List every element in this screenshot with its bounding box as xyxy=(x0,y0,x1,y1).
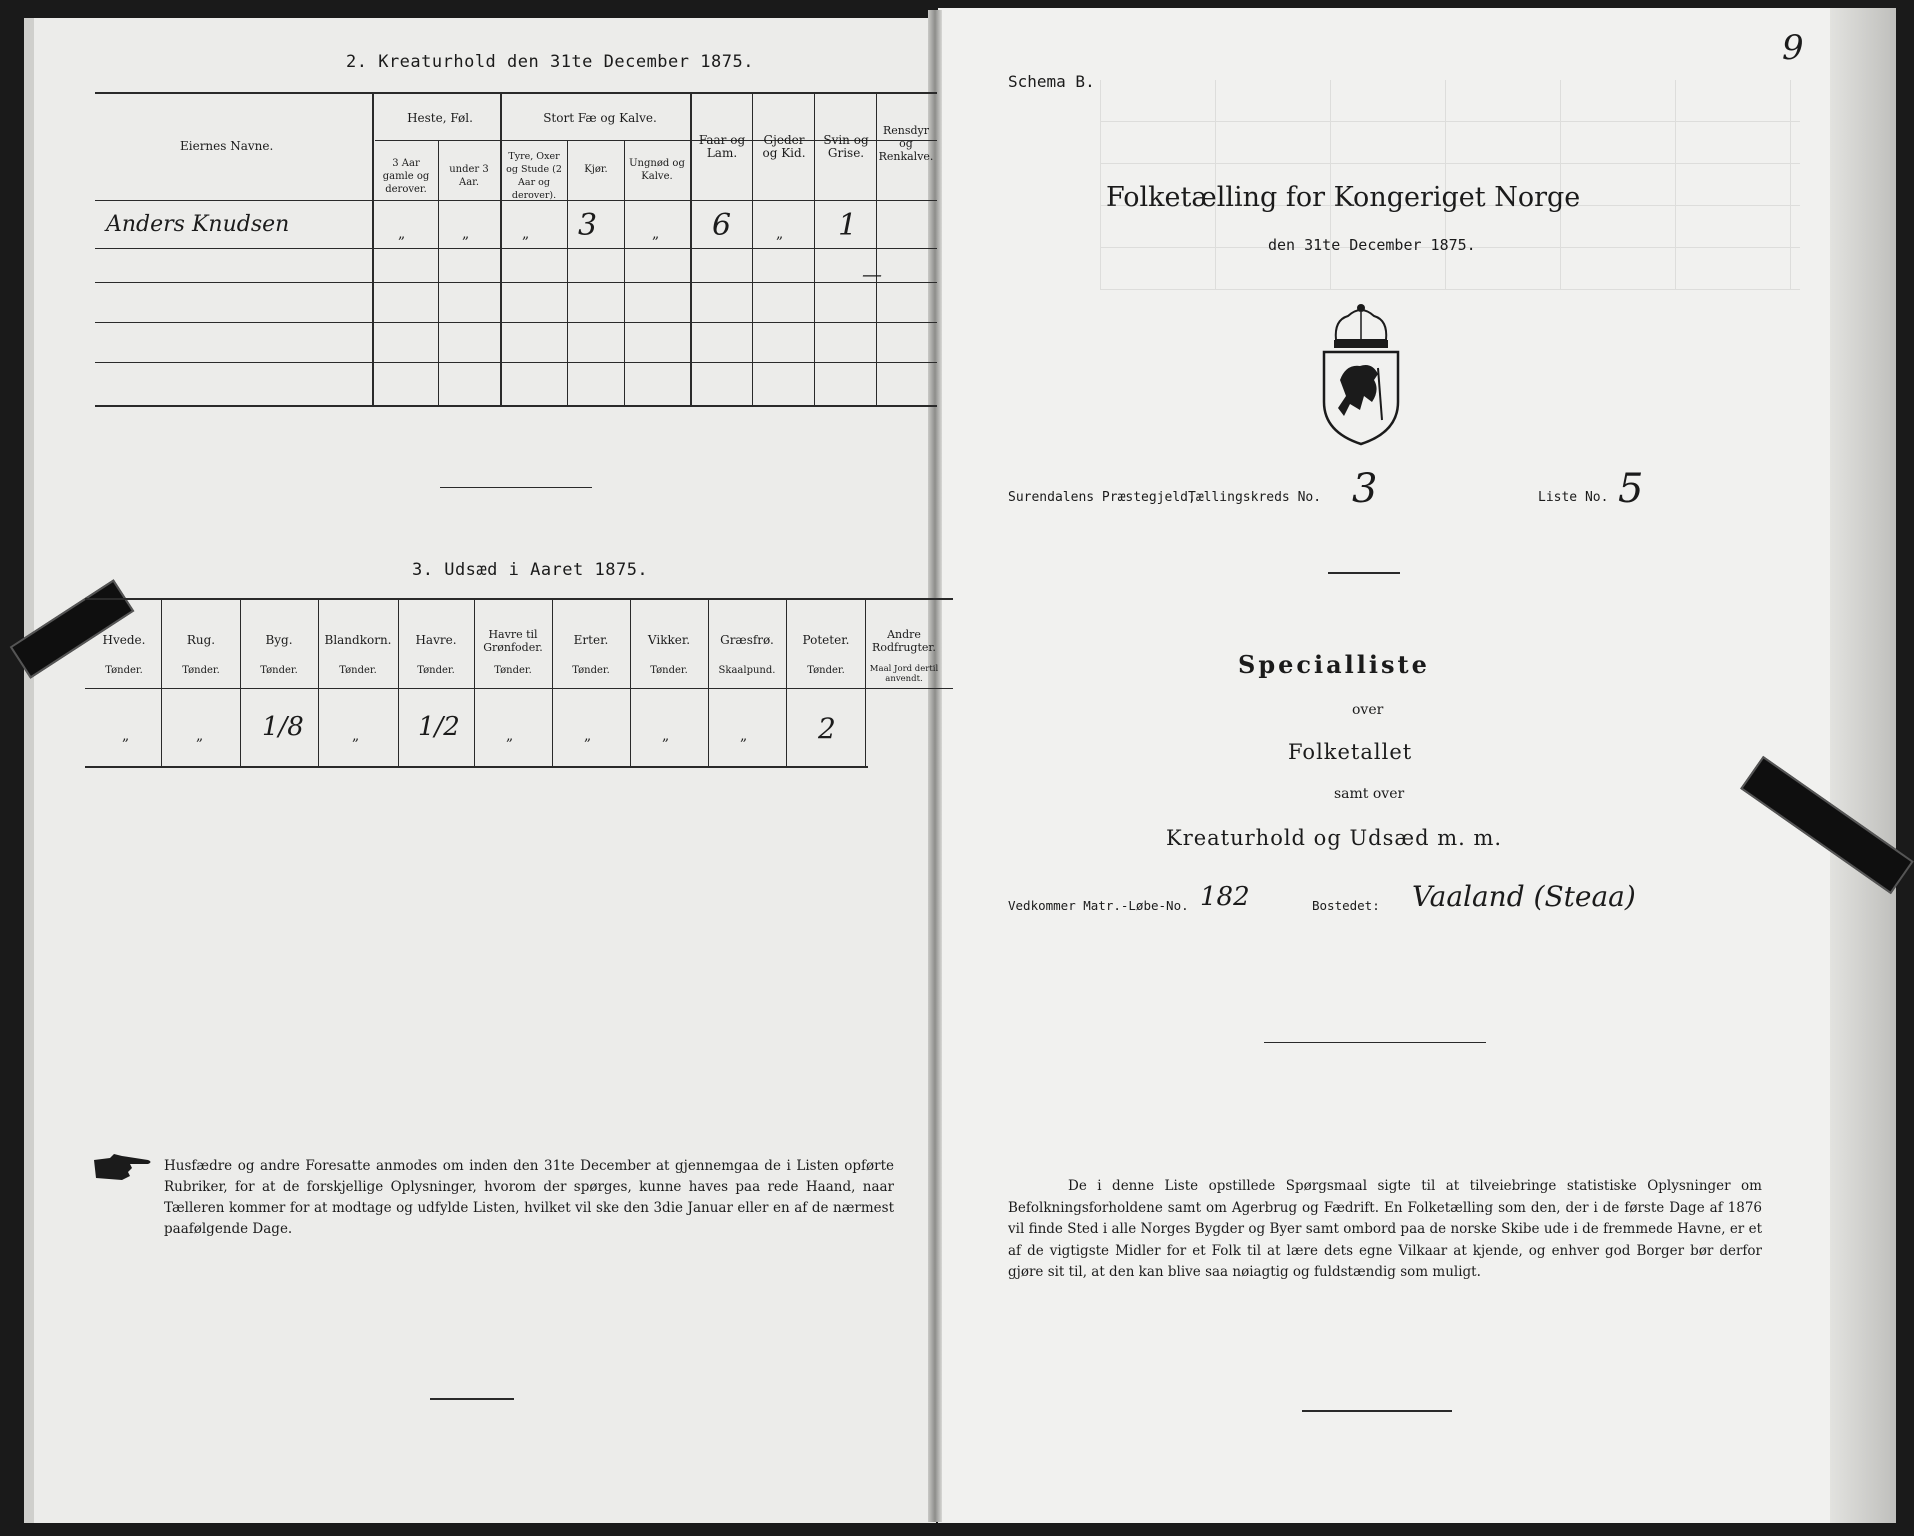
header-gjeder: Gjeder og Kid. xyxy=(762,133,806,160)
separator xyxy=(440,487,592,488)
subheader-tyre: Tyre, Oxer og Stude (2 Aar og derover). xyxy=(506,151,562,201)
kreds-label: Tællingskreds No. xyxy=(1188,490,1322,505)
val-graesfro: „ xyxy=(740,728,748,744)
section3-title: 3. Udsæd i Aaret 1875. xyxy=(412,560,649,580)
liste-value: 5 xyxy=(1618,466,1644,512)
val-byg: 1/8 xyxy=(262,712,304,742)
book-gutter xyxy=(928,10,942,1522)
subheader-kjor: Kjør. xyxy=(584,164,608,175)
page-number: 9 xyxy=(1782,28,1804,68)
section2-title: 2. Kreaturhold den 31te December 1875. xyxy=(346,52,754,72)
col-rodfrugter: Andre Rodfrugter. xyxy=(872,628,936,654)
col-hvede-unit: Tønder. xyxy=(105,665,143,676)
cell-gjeder: „ xyxy=(776,226,784,242)
val-rug: „ xyxy=(196,728,204,744)
header-stort-fae: Stort Fæ og Kalve. xyxy=(543,111,657,125)
col-graesfro: Græsfrø. xyxy=(720,633,774,647)
cell-svin: 1 xyxy=(838,208,858,243)
main-subtitle: den 31te December 1875. xyxy=(1268,236,1476,254)
col-gronfoder: Havre til Grønfoder. xyxy=(483,628,543,654)
col-vikker: Vikker. xyxy=(647,633,691,647)
right-page-fore-edge xyxy=(1830,8,1896,1523)
val-gronfoder: „ xyxy=(506,728,514,744)
val-erter: „ xyxy=(584,728,592,744)
header-rensdyr: Rensdyr og Renkalve. xyxy=(878,124,934,163)
val-vikker: „ xyxy=(662,728,670,744)
col-poteter-unit: Tønder. xyxy=(807,665,845,676)
pointing-hand-icon xyxy=(92,1152,154,1182)
subheader-3-aar: 3 Aar gamle og derover. xyxy=(382,158,430,195)
intro-paragraph: De i denne Liste opstillede Spørgsmaal sigte til at tilveiebringe statistiske Oplysninger om Befolkningsforholdene samt om Agerbrug og Fædrift. En Folketælling som den, der i de første Dage af 1876 vil finde Sted i alle Norges Bygder og Byer samt ombord paa de norske Skibe ude i de fremmede Havne, er et af de vigtigste Midler for et Folk til at lære dets egne Vilkaar at kjende, og enhver god Borger bør derfor gjøre sit til, at den kan blive saa nøiagtig og fuldstændig som muligt. xyxy=(1008,1178,1762,1280)
col-havre-unit: Tønder. xyxy=(417,665,455,676)
coat-of-arms-icon xyxy=(1320,300,1402,446)
matr-value: 182 xyxy=(1200,882,1250,912)
val-havre: 1/2 xyxy=(418,712,460,742)
footer-rule xyxy=(1302,1410,1452,1412)
main-title: Folketælling for Kongeriget Norge xyxy=(1106,182,1581,213)
val-hvede: „ xyxy=(122,728,130,744)
col-blandkorn: Blandkorn. xyxy=(324,633,392,647)
cell-kjor: 3 xyxy=(578,208,598,243)
col-hvede: Hvede. xyxy=(102,633,146,647)
folketallet-heading: Folketallet xyxy=(1288,740,1413,764)
col-byg: Byg. xyxy=(265,633,293,647)
bostedet-label: Bostedet: xyxy=(1312,898,1380,913)
header-faar: Faar og Lam. xyxy=(698,133,746,160)
left-page-edge xyxy=(24,18,34,1523)
col-rug: Rug. xyxy=(186,633,216,647)
subheader-under-3: under 3 Aar. xyxy=(449,164,489,188)
kreds-value: 3 xyxy=(1352,466,1378,512)
col-rug-unit: Tønder. xyxy=(182,665,220,676)
samt-over-text: samt over xyxy=(1334,786,1405,802)
specialliste-heading: Specialliste xyxy=(1238,650,1430,679)
prestegjeld-label: Surendalens Præstegjeld, xyxy=(1008,490,1196,505)
val-poteter: 2 xyxy=(818,712,836,745)
bostedet-value: Vaaland (Steaa) xyxy=(1412,880,1636,913)
header-heste: Heste, Føl. xyxy=(407,111,473,125)
col-rodfrugter-unit: Maal Jord dertil anvendt. xyxy=(869,664,939,684)
col-havre: Havre. xyxy=(415,633,457,647)
col-poteter: Poteter. xyxy=(802,633,850,647)
mid-rule xyxy=(1264,1042,1486,1043)
schema-label: Schema B. xyxy=(1008,72,1095,91)
matr-label: Vedkommer Matr.-Løbe-No. xyxy=(1008,898,1189,913)
notice-paragraph: Husfædre og andre Foresatte anmodes om inden den 31te December at gjennemgaa de i Listen opførte Rubriker, for at de forskjellige Oplysninger, hvorom der spørges, kunne haves paa rede Haand, naar Tælleren kommer for at modtage og udfylde Listen, hvilket vil ske den 3die Januar eller en af de nærmest paafølgende Dage. xyxy=(164,1158,894,1237)
owner-column-header: Eiernes Navne. xyxy=(180,139,274,153)
col-erter-unit: Tønder. xyxy=(572,665,610,676)
col-gronfoder-unit: Tønder. xyxy=(494,665,532,676)
bottom-rule xyxy=(430,1398,514,1400)
col-graesfro-unit: Skaalpund. xyxy=(718,665,776,676)
title-separator xyxy=(1328,572,1400,574)
cell-heste-under3: „ xyxy=(462,226,470,242)
cell-faar: 6 xyxy=(712,208,732,243)
owner-name: Anders Knudsen xyxy=(106,212,290,237)
col-vikker-unit: Tønder. xyxy=(650,665,688,676)
header-svin: Svin og Grise. xyxy=(823,133,869,160)
kreaturhold-heading: Kreaturhold og Udsæd m. m. xyxy=(1166,826,1503,850)
cell-ungnod: „ xyxy=(652,226,660,242)
liste-label: Liste No. xyxy=(1538,490,1609,505)
cell-heste-3aar: „ xyxy=(398,226,406,242)
val-blandkorn: „ xyxy=(352,728,360,744)
cell-rensdyr: — xyxy=(862,262,882,286)
subheader-ungnod: Ungnød og Kalve. xyxy=(629,158,685,182)
over-text: over xyxy=(1352,702,1384,718)
col-erter: Erter. xyxy=(573,633,609,647)
col-byg-unit: Tønder. xyxy=(260,665,298,676)
left-page xyxy=(24,18,936,1523)
col-blandkorn-unit: Tønder. xyxy=(339,665,377,676)
cell-tyre: „ xyxy=(522,226,530,242)
